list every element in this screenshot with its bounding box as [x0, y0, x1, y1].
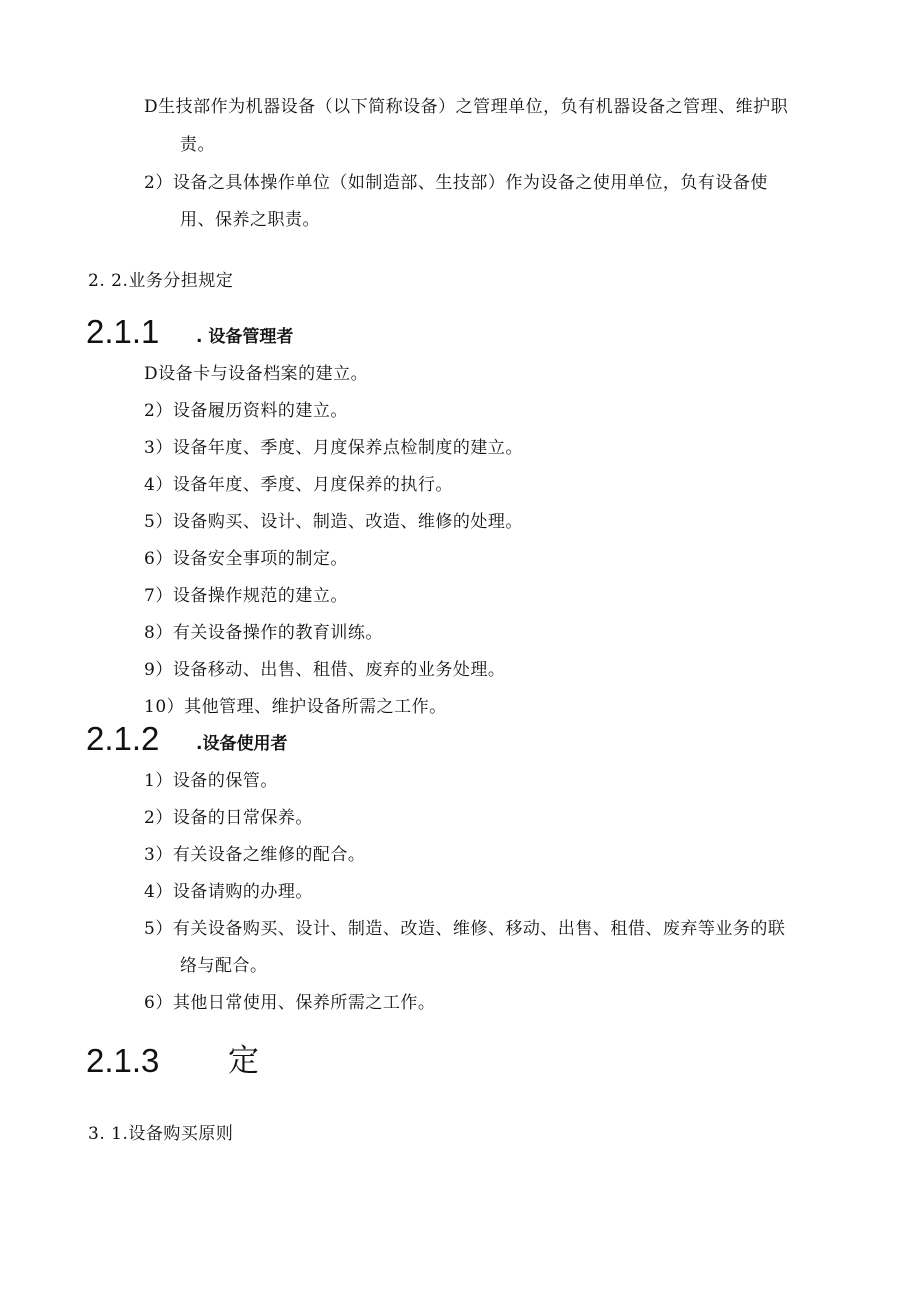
list-item: 4）设备年度、季度、月度保养的执行。: [144, 475, 453, 495]
intro-item-1-line-2: 责。: [180, 135, 215, 155]
list-item: 3）设备年度、季度、月度保养点检制度的建立。: [144, 438, 523, 458]
list-item: 8）有关设备操作的教育训练。: [144, 623, 383, 643]
list-item: 5）有关设备购买、设计、制造、改造、维修、移动、出售、租借、废弃等业务的联: [144, 919, 786, 939]
section-3-1-heading: 3. 1.设备购买原则: [88, 1124, 234, 1144]
list-item: 2）设备的日常保养。: [144, 808, 313, 828]
list-item-continuation: 络与配合。: [180, 956, 268, 976]
list-item: 4）设备请购的办理。: [144, 882, 313, 902]
heading-2-1-2-number: 2.1.2: [86, 720, 160, 757]
list-item: 7）设备操作规范的建立。: [144, 586, 348, 606]
heading-2-1-2-title: .设备使用者: [196, 734, 288, 754]
heading-2-1-3-title: 定: [228, 1043, 259, 1079]
heading-2-1-3-number: 2.1.3: [86, 1042, 160, 1079]
heading-2-1-1-number: 2.1.1: [86, 313, 160, 350]
list-item: 6）设备安全事项的制定。: [144, 549, 348, 569]
intro-item-1-line-1: D生技部作为机器设备（以下简称设备）之管理单位，负有机器设备之管理、维护职: [144, 97, 789, 117]
list-item: 5）设备购买、设计、制造、改造、维修的处理。: [144, 512, 523, 532]
intro-item-2-line-1: 2）设备之具体操作单位（如制造部、生技部）作为设备之使用单位，负有设备使: [144, 173, 768, 193]
list-item: 1）设备的保管。: [144, 771, 278, 791]
section-2-2-heading: 2. 2.业务分担规定: [88, 271, 234, 291]
list-item: 10）其他管理、维护设备所需之工作。: [144, 697, 447, 717]
list-item: 2）设备履历资料的建立。: [144, 401, 348, 421]
list-item: D设备卡与设备档案的建立。: [144, 364, 369, 384]
intro-item-2-line-2: 用、保养之职责。: [180, 210, 320, 230]
list-item: 6）其他日常使用、保养所需之工作。: [144, 993, 436, 1013]
list-item: 3）有关设备之维修的配合。: [144, 845, 366, 865]
list-item: 9）设备移动、出售、租借、废弃的业务处理。: [144, 660, 506, 680]
heading-2-1-1-title: . 设备管理者: [196, 327, 294, 347]
